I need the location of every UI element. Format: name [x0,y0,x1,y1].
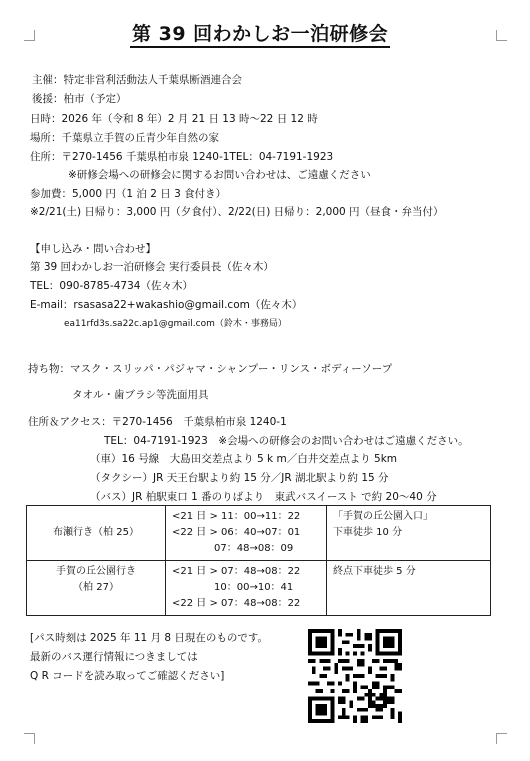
access-bus: （バス）JR 柏駅東口 1 番のりばより 東武バスイースト で約 20～40 分 [90,491,437,503]
footer-note-1: [パス時刻は 2025 年 11 月 8 日現在のものです。 [30,632,269,644]
access-address: 住所＆アクセス：〒270-1456 千葉県柏市泉 1240-1 [28,416,287,428]
stop-cell [327,506,491,561]
corner-mark-bottom-right [496,733,507,744]
belongings-line-2: タオル・歯ブラシ等洗面用具 [72,389,209,401]
dayfee-line: ※2/21(土) 日帰り：3,000 円（夕食付）、2/22(日) 日帰り：2,000 円（昼食・弁当付） [30,206,444,218]
stop-walk: 終点下車徒歩 5 分 [333,566,416,577]
notice-line: ※研修会場への研修会に関するお問い合わせは、ご遠慮ください [68,169,371,181]
footer-note-2: 最新のバス運行情報につきましては [30,651,198,663]
contact-header: 【申し込み・問い合わせ】 [30,243,156,255]
stop-cell [327,561,491,616]
contact-email-1: E-mail：rsasasa22+wakashio@gmail.com（佐々木） [30,299,303,311]
stop-name: 「手賀の丘公園入口」 [333,511,433,522]
time-entry: <21 日 > 11：00→11：22 [172,511,301,522]
access-car: （車）16 号線 大島田交差点より 5 k m／白井交差点より 5km [90,453,398,465]
stop-walk: 下車徒歩 10 分 [333,527,403,538]
date-line: 日時：2026 年（令和 8 年）2 月 21 日 13 時～22 日 12 時 [30,113,318,125]
qr-code-icon[interactable] [308,629,402,723]
fee-line: 参加費：5,000 円（1 泊 2 日 3 食付き） [30,188,227,200]
corner-mark-top-left [24,30,35,41]
organizer-line: 主催：特定非営利活動法人千葉県断酒連合会 [32,74,242,86]
table-row [27,561,491,616]
route-cell [27,561,166,616]
committee-line: 第 39 回わかしお一泊研修会 実行委員長（佐々木） [30,261,274,273]
time-entry: 10：00→10：41 [214,582,294,593]
place-line: 場所：千葉県立手賀の丘青少年自然の家 [30,132,219,144]
time-entry: <22 日 > 06：40→07：01 [172,527,301,538]
route-number: （柏 27） [73,582,119,593]
belongings-line-1: 持ち物：マスク・スリッパ・パジャマ・シャンプー・リンス・ボディーソープ [28,363,393,375]
times-cell [166,506,327,561]
corner-mark-top-right [496,30,507,41]
table-row [27,506,491,561]
route-name: 手賀の丘公園行き [56,566,136,577]
contact-email-2: ea11rfd3s.sa22c.ap1@gmail.com（鈴木・事務局） [64,319,287,329]
support-line: 後援：柏市（予定） [32,93,127,105]
time-entry: <22 日 > 07：48→08：22 [172,598,301,609]
route-name: 布瀬行き（柏 25） [53,527,139,538]
bus-timetable [26,505,491,616]
times-cell [166,561,327,616]
access-taxi: （タクシー）JR 天王台駅より約 15 分／JR 湖北駅より約 15 分 [90,472,389,484]
footer-note-3: Q R コードを読み取ってご確認ください] [30,670,225,682]
document-title: 第 39 回わかしお一泊研修会 [130,22,390,48]
address-line: 住所：〒270-1456 千葉県柏市泉 1240-1TEL：04-7191-1923 [30,151,334,163]
access-tel: TEL：04-7191-1923 ※会場への研修会のお問い合わせはご遠慮ください。 [104,435,469,447]
contact-tel: TEL：090-8785-4734（佐々木） [30,280,193,292]
time-entry: <21 日 > 07：48→08：22 [172,566,301,577]
corner-mark-bottom-left [24,733,35,744]
route-cell [27,506,166,561]
time-entry: 07：48→08：09 [214,543,294,554]
